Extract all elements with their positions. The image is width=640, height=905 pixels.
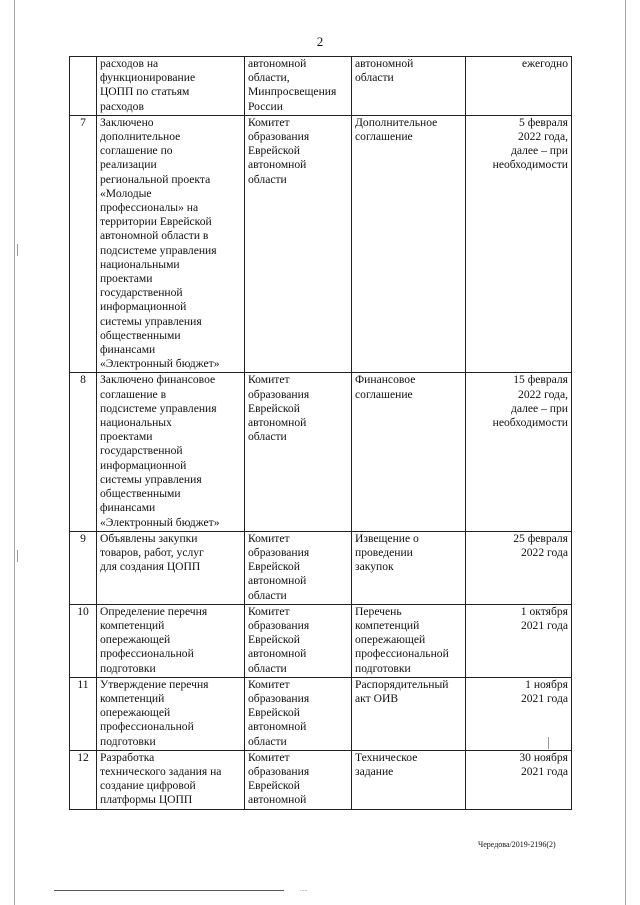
cell-line: платформы ЦОПП [100, 793, 193, 807]
cell-line: 2021 года [520, 764, 568, 778]
responsible-cell [245, 604, 352, 677]
cell-line: автономной [248, 793, 307, 807]
cell-line: ЦОПП по статьям [100, 85, 190, 99]
cell-line: опережающей [355, 633, 426, 647]
cell-line: профессиональной [100, 647, 194, 661]
event-cell [97, 115, 245, 373]
document-type-cell [352, 750, 466, 809]
cell-line: проведении [355, 545, 413, 559]
document-type-cell [352, 531, 466, 604]
row-number-cell: 10 [70, 604, 97, 677]
responsible-cell [245, 531, 352, 604]
cell-line: 5 февраля [519, 115, 568, 129]
deadline-cell [466, 57, 572, 116]
cell-line: Объявлены закупки [100, 531, 198, 545]
cell-line: образования [248, 691, 310, 705]
cell-line: 15 февраля [513, 373, 568, 387]
plan-table [69, 56, 572, 810]
cell-line: Заключено [100, 115, 154, 129]
cell-line: 1 ноября [525, 677, 568, 691]
scan-mark [17, 244, 18, 256]
cell-line: соглашение [355, 130, 413, 144]
cell-line: автономной [355, 57, 414, 70]
table-row [70, 750, 572, 809]
cell-line: автономной [248, 57, 307, 70]
cell-line: подготовки [355, 661, 411, 675]
table-row [70, 604, 572, 677]
table-row [70, 373, 572, 531]
row-number-cell [70, 57, 97, 116]
cell-line: расходов на [100, 57, 159, 70]
cell-line: Еврейской [248, 633, 300, 647]
row-number-cell: 7 [70, 115, 97, 373]
cell-line: 2022 года, [518, 130, 568, 144]
cell-line: области, [248, 71, 290, 85]
row-number-cell: 12 [70, 750, 97, 809]
scan-mark [548, 737, 549, 749]
cell-line: Извещение о [355, 531, 419, 545]
cell-line: автономной [248, 647, 307, 661]
cell-line: России [248, 99, 283, 113]
cell-line: необходимости [492, 158, 568, 172]
deadline-cell [466, 115, 572, 373]
cell-line: 2021 года [520, 618, 568, 632]
cell-line: Комитет [248, 750, 290, 764]
cell-line: автономной [248, 158, 307, 172]
scan-mark [17, 550, 18, 562]
cell-line: области [248, 661, 287, 675]
responsible-cell [245, 677, 352, 750]
cell-line: государственной [100, 444, 183, 458]
cell-line: образования [248, 130, 310, 144]
document-code: Чередова/2019-2196(2) [478, 840, 556, 849]
document-type-cell [352, 57, 466, 116]
cell-line: территории Еврейской [100, 215, 212, 229]
cell-line: Финансовое [355, 373, 416, 387]
cell-line: Разработка [100, 750, 155, 764]
cell-line: товаров, работ, услуг [100, 545, 204, 559]
bottom-rule [54, 890, 284, 891]
cell-line: Техническое [355, 750, 418, 764]
cell-line: подсистеме управления [100, 401, 217, 415]
cell-line: Комитет [248, 677, 290, 691]
deadline-cell [466, 750, 572, 809]
cell-line: 1 октября [520, 604, 568, 618]
cell-line: национальными [100, 257, 180, 271]
cell-line: области [355, 71, 394, 85]
cell-line: общественными [100, 328, 181, 342]
cell-line: финансами [100, 501, 156, 515]
row-number-cell: 9 [70, 531, 97, 604]
cell-line: Перечень [355, 604, 402, 618]
cell-line: Комитет [248, 373, 290, 387]
cell-line: Комитет [248, 531, 290, 545]
row-number-cell: 8 [70, 373, 97, 531]
cell-line: области [248, 734, 287, 748]
cell-line: «Электронный бюджет» [100, 515, 220, 529]
cell-line: дополнительное [100, 130, 181, 144]
page-number: 2 [316, 34, 324, 49]
table-row [70, 57, 572, 116]
plan-table-body [70, 57, 572, 810]
cell-line: реализации [100, 158, 157, 172]
cell-line: опережающей [100, 633, 171, 647]
cell-line: 2022 года [520, 545, 568, 559]
responsible-cell [245, 750, 352, 809]
cell-line: профессионалы» на [100, 201, 199, 215]
cell-line: образования [248, 387, 310, 401]
cell-line: компетенций [100, 618, 165, 632]
event-cell [97, 531, 245, 604]
cell-line: акт ОИВ [355, 691, 399, 705]
cell-line: технического задания на [100, 764, 222, 778]
cell-line: компетенций [100, 691, 165, 705]
document-type-cell [352, 373, 466, 531]
cell-line: автономной [248, 720, 307, 734]
cell-line: области [248, 430, 287, 444]
cell-line: образования [248, 545, 310, 559]
cell-line: области [248, 172, 287, 186]
cell-line: Комитет [248, 115, 290, 129]
cell-line: соглашение [355, 387, 413, 401]
event-cell [97, 604, 245, 677]
deadline-cell [466, 531, 572, 604]
cell-line: далее – при [510, 144, 568, 158]
cell-line: Заключено финансовое [100, 373, 216, 387]
cell-line: информационной [100, 300, 187, 314]
cell-line: Дополнительное [355, 115, 438, 129]
cell-line: «Электронный бюджет» [100, 357, 220, 371]
cell-line: Еврейской [248, 779, 300, 793]
deadline-cell [466, 677, 572, 750]
cell-line: Определение перечня [100, 604, 208, 618]
cell-line: Еврейской [248, 560, 300, 574]
bottom-dots: ..... [300, 887, 308, 893]
responsible-cell [245, 115, 352, 373]
cell-line: для создания ЦОПП [100, 560, 201, 574]
right-scan-edge [625, 0, 626, 905]
cell-line: проектами [100, 430, 153, 444]
event-cell [97, 373, 245, 531]
table-row [70, 677, 572, 750]
table-row [70, 115, 572, 373]
cell-line: создание цифровой [100, 779, 196, 793]
event-cell [97, 57, 245, 116]
cell-line: необходимости [492, 416, 568, 430]
cell-line: подготовки [100, 734, 156, 748]
cell-line: автономной [248, 574, 307, 588]
cell-line: Комитет [248, 604, 290, 618]
cell-line: компетенций [355, 618, 420, 632]
cell-line: далее – при [510, 401, 568, 415]
cell-line: 2021 года [520, 691, 568, 705]
cell-line: автономной [248, 416, 307, 430]
document-type-cell [352, 115, 466, 373]
cell-line: 30 ноября [519, 750, 568, 764]
event-cell [97, 677, 245, 750]
cell-line: Распорядительный [355, 677, 449, 691]
cell-line: образования [248, 764, 310, 778]
cell-line: государственной [100, 286, 183, 300]
table-row [70, 531, 572, 604]
responsible-cell [245, 57, 352, 116]
row-number-cell: 11 [70, 677, 97, 750]
cell-line: Еврейской [248, 706, 300, 720]
cell-line: Еврейской [248, 401, 300, 415]
cell-line: системы управления [100, 472, 202, 486]
cell-line: 2022 года, [518, 387, 568, 401]
cell-line: закупок [355, 560, 394, 574]
deadline-cell [466, 373, 572, 531]
cell-line: проектами [100, 272, 153, 286]
cell-line: региональной проекта [100, 172, 211, 186]
cell-line: общественными [100, 487, 181, 501]
cell-line: задание [355, 764, 394, 778]
cell-line: образования [248, 618, 310, 632]
cell-line: соглашение в [100, 387, 167, 401]
cell-line: информационной [100, 458, 187, 472]
document-type-cell [352, 677, 466, 750]
cell-line: профессиональной [100, 720, 194, 734]
cell-line: подсистеме управления [100, 243, 217, 257]
cell-line: финансами [100, 343, 156, 357]
cell-line: опережающей [100, 706, 171, 720]
cell-line: области [248, 588, 287, 602]
cell-line: системы управления [100, 314, 202, 328]
cell-line: автономной области в [100, 229, 209, 243]
left-scan-edge [14, 0, 15, 905]
responsible-cell [245, 373, 352, 531]
cell-line: Утверждение перечня [100, 677, 209, 691]
cell-line: профессиональной [355, 647, 449, 661]
cell-line: 25 февраля [513, 531, 568, 545]
cell-line: Еврейской [248, 144, 300, 158]
deadline-cell [466, 604, 572, 677]
cell-line: функционирование [100, 71, 196, 85]
cell-line: расходов [100, 99, 144, 113]
cell-line: Минпросвещения [248, 85, 337, 99]
cell-line: ежегодно [522, 57, 568, 70]
event-cell [97, 750, 245, 809]
document-type-cell [352, 604, 466, 677]
cell-line: «Молодые [100, 186, 152, 200]
cell-line: подготовки [100, 661, 156, 675]
cell-line: соглашение по [100, 144, 173, 158]
cell-line: национальных [100, 416, 172, 430]
